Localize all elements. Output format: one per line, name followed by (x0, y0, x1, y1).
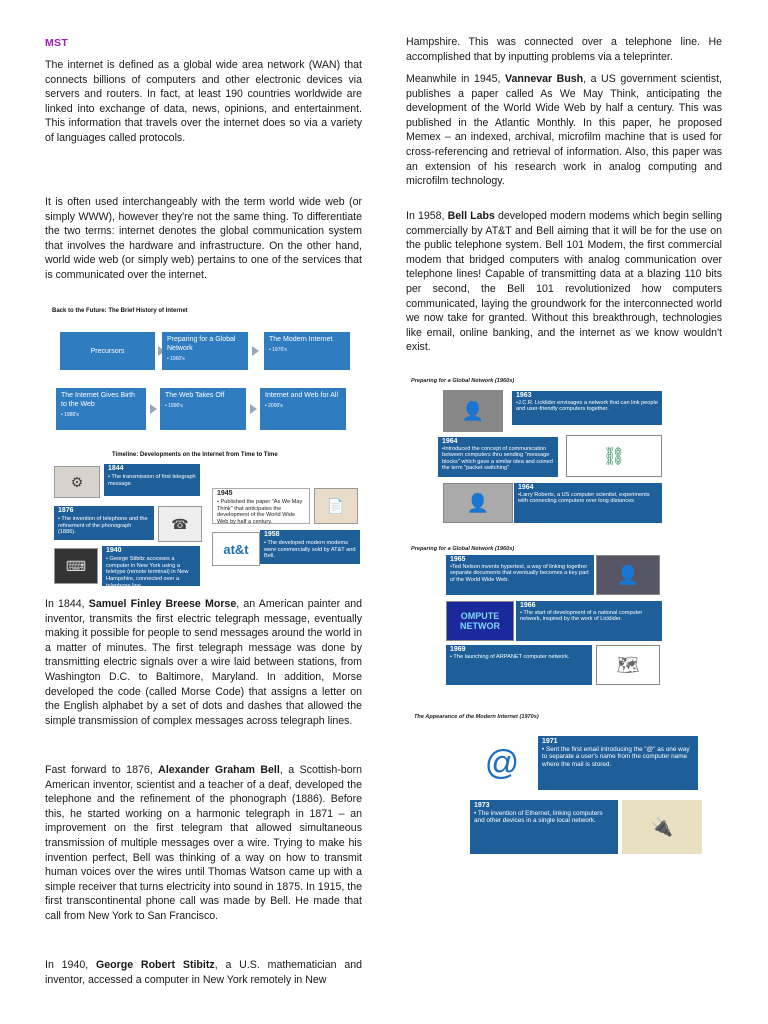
telegraph-image: ⚙ (54, 466, 100, 498)
figure-1960s-part2-title: Preparing for a Global Network (1960s) (411, 546, 515, 552)
arpanet-map-image: 🗺 (596, 645, 660, 685)
box-modern-internet: The Modern Internet • 1970's (264, 332, 350, 370)
box-birth-of-web: The Internet Gives Birth to the Web • 1980's (56, 388, 146, 430)
event-1963: 1963 •J.C.R. Licklider envisages a network that can link people and user-friendly computers together. (512, 391, 662, 425)
event-1964-packet: 1964 •Introduced the concept of communication between computers thru sending "message blocks" which gave a similar idea and coined the term "packet switching" (438, 437, 558, 477)
box-web-takes-off: The Web Takes Off • 1990's (160, 388, 246, 430)
person-photo-roberts: 👤 (443, 483, 513, 523)
computer-image: ⌨ (54, 548, 98, 584)
figure-1960s-part1 (406, 375, 676, 525)
arrow-right-icon (252, 346, 259, 356)
paragraph-bell: Fast forward to 1876, Alexander Graham Bell, a Scottish-born American inventor, scientist and a teacher of a deaf, developed the telephone and the refinement of the phonograph (1886). Before this, he started working on a harmonic telegraph in 1871 – an improvement on the first telegram that allowed simultaneous transmission of multiple messages over a wire. Trying to make his invention perfect, Bell was thinking of a way on how to transmit human voices over the wires until Thomas Watson came up with a simple receiver that turns electricity into sound in 1875. In 1915, the first transcontinental phone call was made by Bell. He made that call from New York to San Francisco. (45, 764, 363, 922)
timeline-1844: 1844 • The transmission of first telegraph message. (104, 464, 200, 496)
event-1969: 1969 • The launching of ARPANET computer network. (446, 645, 592, 685)
paper-image: 📄 (314, 488, 358, 524)
telephone-image: ☎ (158, 506, 202, 542)
history-diagram (52, 304, 352, 434)
att-logo: at&t (212, 532, 260, 566)
event-1966: 1966 • The start of development of a national computer network, inspired by the work of Licklider. (516, 601, 662, 641)
paragraph-internet-vs-web: It is often used interchangeably with the term world wide web (or simply WWW), however they're not the same thing. To differentiate the two terms: internet denotes the global communication system that involves the hardware and infrastructure. On the other hand, world wide web (or simply web) pertains to one of the services that is communicated over the internet. (45, 196, 362, 281)
timeline-title: Timeline: Developments on the Internet from Time to Time (112, 452, 278, 458)
email-at-icon: @ (468, 732, 536, 794)
paragraph-morse: In 1844, Samuel Finley Breese Morse, an American painter and inventor, transmits the first electric telegraph message, eventually making it possible for people to send messages around the world in a matter of minutes. The first telegraph message was done by transmitting electric signals over a wire laid between stations, from Washington D.C. to Baltimore, Maryland. In addition, Morse developed the code (called Morse Code) that assigns a letter on the English alphabet by a set of dots and dashes that allowed the simple transmission of complex messages across telegraph lines. (45, 598, 363, 727)
paragraph-bell-labs: In 1958, Bell Labs developed modern modems which begin selling commercially by AT&T and Bell aiming that it will be for the use on the public telephone system. Bell 101 Modem, the first commercial modem that bridged computers with analog communication over telephone lines! Capable of transmitting data at a blazing 110 bits per second, the Bell 101 revolutionized how computers communicated, laying the groundwork for the interconnected world we now take for granted. Without this breakthrough, technologies like email, online banking, and the internet as we know wouldn't exist. (406, 210, 723, 354)
event-1964-roberts: 1964 •Larry Roberts, a US computer scientist, experiments with connecting computers over long distances (514, 483, 662, 523)
box-precursors: Precursors (60, 332, 155, 370)
timeline-1958: 1958 • The developed modern modems were commercially sold by AT&T and Bell. (260, 530, 360, 564)
brand-label: MST (45, 37, 69, 49)
figure-1970s (406, 708, 722, 868)
paragraph-vannevar-bush: Meanwhile in 1945, Vannevar Bush, a US government scientist, publishes a paper called As We May Think, anticipating the development of the World Wide Web by half a century. This was published in the Atlantic Monthly. In this paper, he proposed Memex – an indexed, archival, microfilm machine that is used for cross-referencing and retrieval of information. Also, this paper was an extension of his research work in analog computing and microfilm technology. (406, 73, 723, 188)
box-internet-for-all: Internet and Web for All • 2000's (260, 388, 346, 430)
event-1971: 1971 • Sent the first email introducing the "@" as one way to separate a user's name from the computer name where the mail is stored. (538, 736, 698, 790)
ethernet-cable-icon: 🔌 (622, 800, 702, 854)
timeline-1940: 1940 • George Stibitz accesses a computer in New York using a teletype (remote terminal) in New Hampshire, connected over a telephone line. (102, 546, 200, 586)
arrow-right-icon (150, 404, 157, 414)
timeline-figure (52, 450, 362, 590)
person-photo-licklider: 👤 (443, 390, 503, 432)
event-1973: 1973 • The invention of Ethernet, linking computers and other devices in a single local network. (470, 800, 618, 854)
box-global-network: Preparing for a Global Network • 1960's (162, 332, 248, 370)
arrow-right-icon (250, 404, 257, 414)
paragraph-internet-definition: The internet is defined as a global wide area network (WAN) that connects billions of computers and other electronic devices via servers and routers. In fact, at least 190 countries worldwide are linked into exchange of data, news, opinions, and entertainment. This information that travels over the internet does so via a variety of languages called protocols. (45, 59, 362, 144)
figure-1960s-part2 (406, 543, 676, 688)
computer-network-image: OMPUTE NETWOR (446, 601, 514, 641)
timeline-1945: 1945 • Published the paper "As We May Think" that anticipates the development of the World Wide Web by half a century. (212, 488, 310, 524)
paragraph-stibitz: In 1940, George Robert Stibitz, a U.S. mathematician and inventor, accessed a computer in New York remotely in New (45, 959, 363, 986)
figure-1970s-title: The Appearance of the Modern Internet (1970s) (414, 714, 539, 720)
figure-1960s-part1-title: Preparing for a Global Network (1960s) (411, 378, 515, 384)
timeline-1876: 1876 • The invention of telephone and the refinement of the phonograph (1886). (54, 506, 154, 540)
person-photo-nelson: 👤 (596, 555, 660, 595)
paragraph-teleprinter: Hampshire. This was connected over a telephone line. He accomplished that by inputting problems via a teleprinter. (406, 36, 722, 63)
history-diagram-title: Back to the Future: The Brief History of Internet (52, 308, 188, 314)
network-diagram-icon: ⛓ (566, 435, 662, 477)
event-1965: 1965 •Ted Nelson invents hypertext, a way of linking together separate documents that eventually becomes a key part of the World Wide Web. (446, 555, 594, 595)
